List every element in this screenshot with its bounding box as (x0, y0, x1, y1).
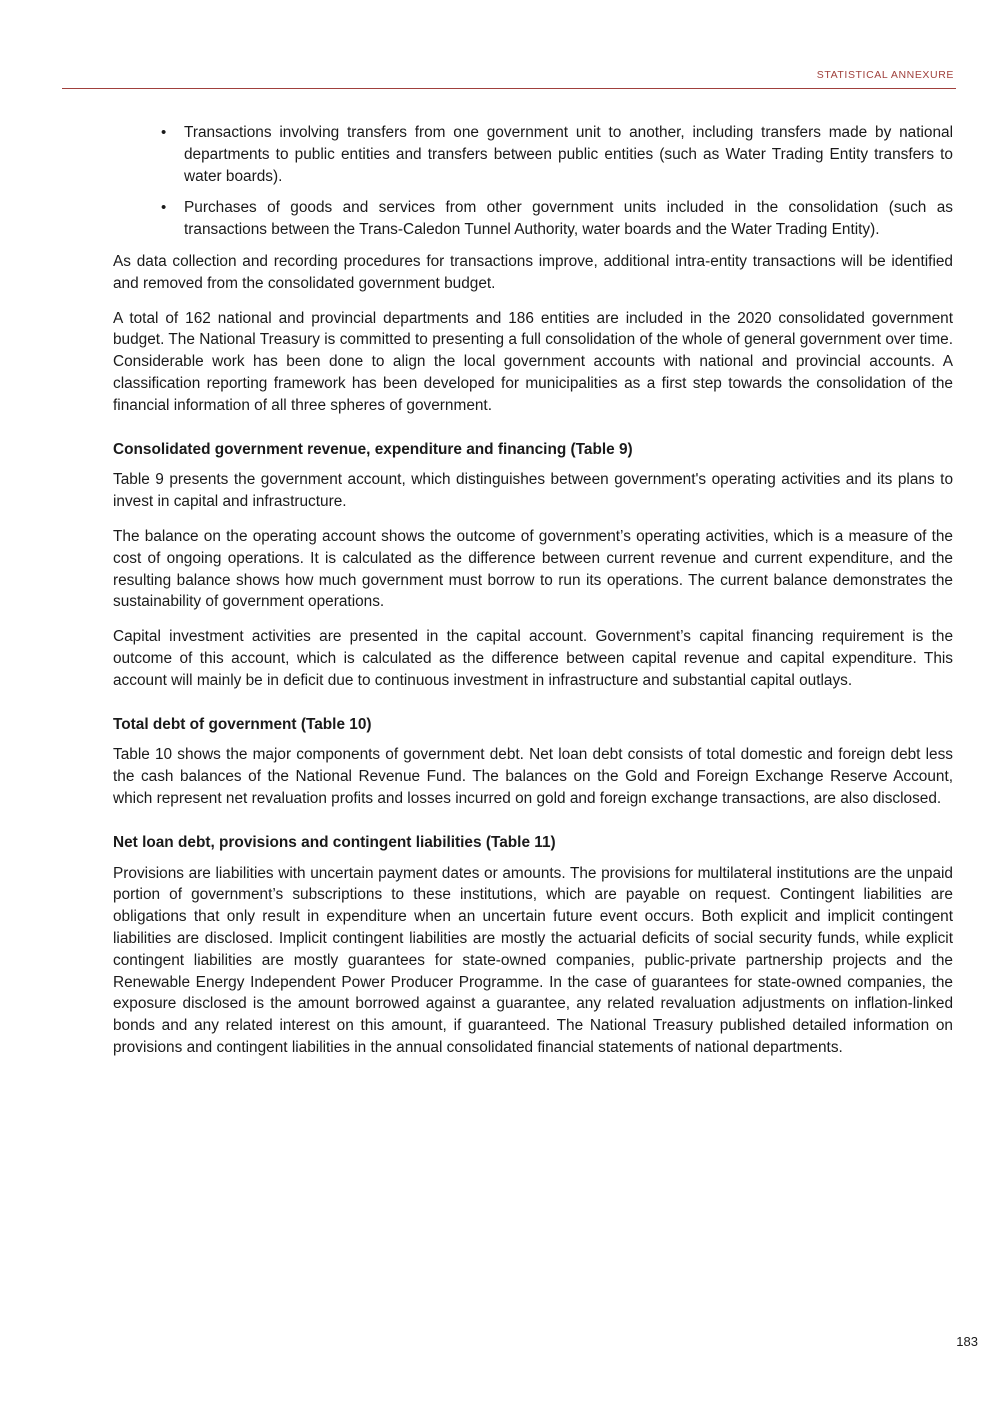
paragraph: Provisions are liabilities with uncertain payment dates or amounts. The provisions for multilateral institutions are the unpaid portion of government’s subscriptions to these institutions, which are payable on request. Contingent liabilities are obligations that only result in expenditure when an uncertain future event occurs. Both explicit and implicit contingent liabilities are disclosed. Implicit contingent liabilities are mostly the actuarial deficits of social security funds, while explicit contingent liabilities are mostly guarantees for state-owned companies, public-private partnership projects and the Renewable Energy Independent Power Producer Programme. In the case of guarantees for state-owned companies, the exposure disclosed is the amount borrowed against a guarantee, any related revaluation adjustments on inflation-linked bonds and any related interest on this amount, if guaranteed. The National Treasury published detailed information on provisions and contingent liabilities in the annual consolidated financial statements of national departments. (113, 864, 953, 1056)
page-header (62, 66, 956, 89)
bullet-list (113, 122, 953, 241)
paragraph: As data collection and recording procedures for transactions improve, additional intra-entity transactions will be identified and removed from the consolidated government budget. (113, 252, 953, 292)
list-item (113, 197, 953, 241)
paragraph: The balance on the operating account shows the outcome of government’s operating activities, which is a measure of the cost of ongoing operations. It is calculated as the difference between current revenue and current expenditure, and the resulting balance shows how much government must borrow to run its operations. The current balance demonstrates the sustainability of government operations. (113, 527, 953, 611)
section-heading: Consolidated government revenue, expenditure and financing (Table 9) (113, 440, 633, 458)
section-heading: Net loan debt, provisions and contingent liabilities (Table 11) (113, 833, 556, 851)
paragraph: Table 10 shows the major components of government debt. Net loan debt consists of total domestic and foreign debt less the cash balances of the National Revenue Fund. The balances on the Gold and Foreign Exchange Reserve Account, which represent net revaluation profits and losses incurred on gold and foreign exchange transactions, are also disclosed. (113, 746, 953, 807)
page-number: 183 (956, 1334, 978, 1349)
bullet-text: Purchases of goods and services from other government units included in the consolidation (such as transactions between the Trans-Caledon Tunnel Authority, water boards and the Water Trading Entity). (184, 199, 953, 239)
paragraph: A total of 162 national and provincial departments and 186 entities are included in the 2020 consolidated government budget. The National Treasury is committed to presenting a full consolidation of the whole of general government over time. Considerable work has been done to align the local government accounts with national and provincial accounts. A classification reporting framework has been developed for municipalities as a first step towards the consolidation of the financial information of all three spheres of government. (113, 309, 953, 414)
paragraph: Table 9 presents the government account, which distinguishes between government's operating activities and its plans to invest in capital and infrastructure. (113, 471, 953, 511)
page-content (113, 122, 953, 1072)
section-heading: Total debt of government (Table 10) (113, 715, 372, 733)
list-item (113, 122, 953, 187)
bullet-text: Transactions involving transfers from one government unit to another, including transfers made by national departments to public entities and transfers between public entities (such as Water Trading Entity transfers to water boards). (184, 124, 953, 185)
header-title: STATISTICAL ANNEXURE (816, 69, 954, 81)
paragraph: Capital investment activities are presented in the capital account. Government’s capital financing requirement is the outcome of this account, which is calculated as the difference between capital revenue and capital expenditure. This account will mainly be in deficit due to continuous investment in infrastructure and substantial capital outlays. (113, 628, 953, 689)
bullet-icon: • (161, 199, 167, 217)
bullet-icon: • (161, 124, 167, 141)
